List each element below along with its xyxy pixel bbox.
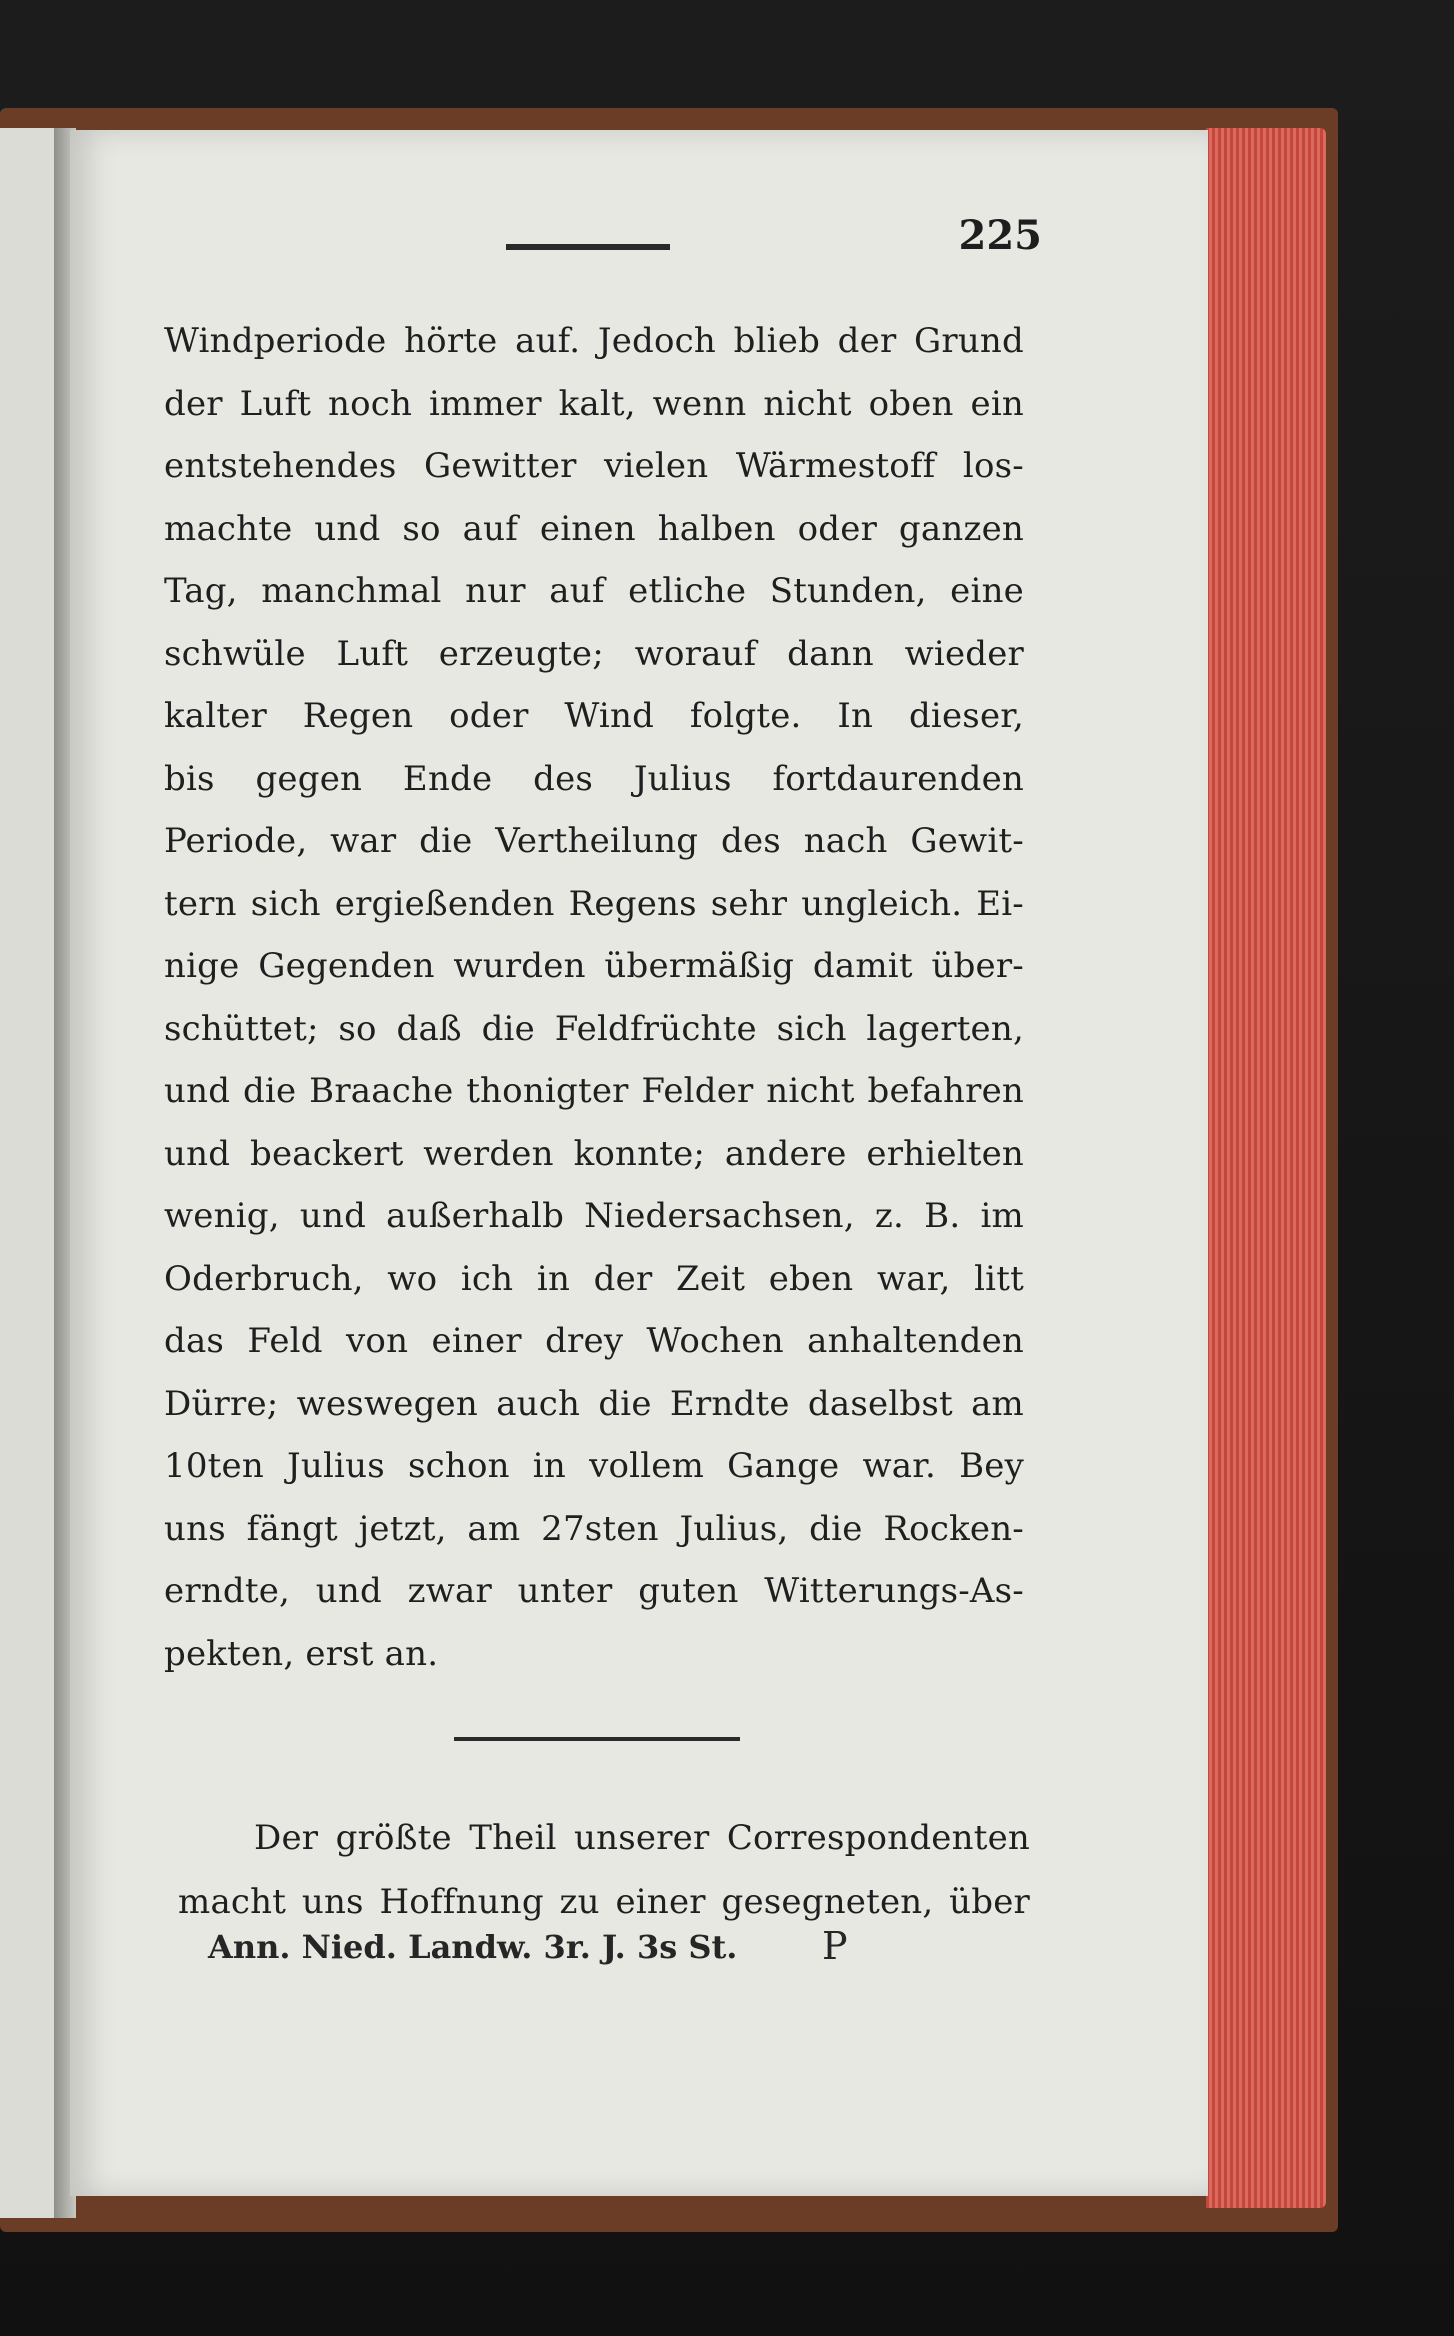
text-line: schwüle Luft erzeugte; worauf dann wieder xyxy=(164,633,1024,674)
signature-line: Ann. Nied. Landw. 3r. J. 3s St. xyxy=(208,1928,738,1966)
text-line: bis gegen Ende des Julius fortdaurenden xyxy=(164,758,1024,799)
text-line: macht uns Hoffnung zu einer gesegneten, über xyxy=(178,1882,1030,1922)
page-number: 225 xyxy=(958,212,1042,259)
second-paragraph xyxy=(178,1806,1030,1934)
page-edges xyxy=(1206,128,1326,2208)
text-line: wenig, und außerhalb Niedersachsen, z. B. im xyxy=(164,1196,1024,1236)
text-line: Oderbruch, wo ich in der Zeit eben war, litt xyxy=(164,1258,1024,1299)
text-line: entstehendes Gewitter vielen Wärmestoff los- xyxy=(164,446,1024,486)
header-rule xyxy=(506,244,670,250)
text-line: 10ten Julius schon in vollem Gange war. Bey xyxy=(164,1446,1024,1486)
text-line: schüttet; so daß die Feldfrüchte sich lagerten, xyxy=(164,1008,1024,1049)
section-rule xyxy=(454,1737,740,1741)
text-line: Dürre; weswegen auch die Erndte daselbst am xyxy=(164,1383,1024,1424)
text-line: Periode, war die Vertheilung des nach Gewit- xyxy=(164,821,1024,861)
text-line: machte und so auf einen halben oder ganzen xyxy=(164,508,1024,549)
text-line: tern sich ergießenden Regens sehr ungleich. Ei- xyxy=(164,883,1024,924)
text-line: Tag, manchmal nur auf etliche Stunden, eine xyxy=(164,571,1024,611)
text-line: das Feld von einer drey Wochen anhaltenden xyxy=(164,1321,1024,1361)
text-line: erndte, und zwar unter guten Witterungs-As- xyxy=(164,1571,1024,1611)
text-line: Der größte Theil unserer Correspondenten xyxy=(254,1818,1030,1858)
text-line: und die Braache thonigter Felder nicht befahren xyxy=(164,1071,1024,1111)
text-line: uns fängt jetzt, am 27sten Julius, die Rocken- xyxy=(164,1508,1024,1549)
text-line: kalter Regen oder Wind folgte. In dieser, xyxy=(164,696,1024,736)
left-page-sliver xyxy=(0,128,60,2218)
text-line: nige Gegenden wurden übermäßig damit über- xyxy=(164,946,1024,986)
text-line: der Luft noch immer kalt, wenn nicht oben ein xyxy=(164,383,1024,424)
signature-mark: P xyxy=(822,1924,848,1968)
text-line: und beackert werden konnte; andere erhielten xyxy=(164,1133,1024,1174)
body-text xyxy=(164,310,1024,1685)
text-line: pekten, erst an. xyxy=(164,1633,439,1674)
text-line: Windperiode hörte auf. Jedoch blieb der Grund xyxy=(164,321,1024,361)
